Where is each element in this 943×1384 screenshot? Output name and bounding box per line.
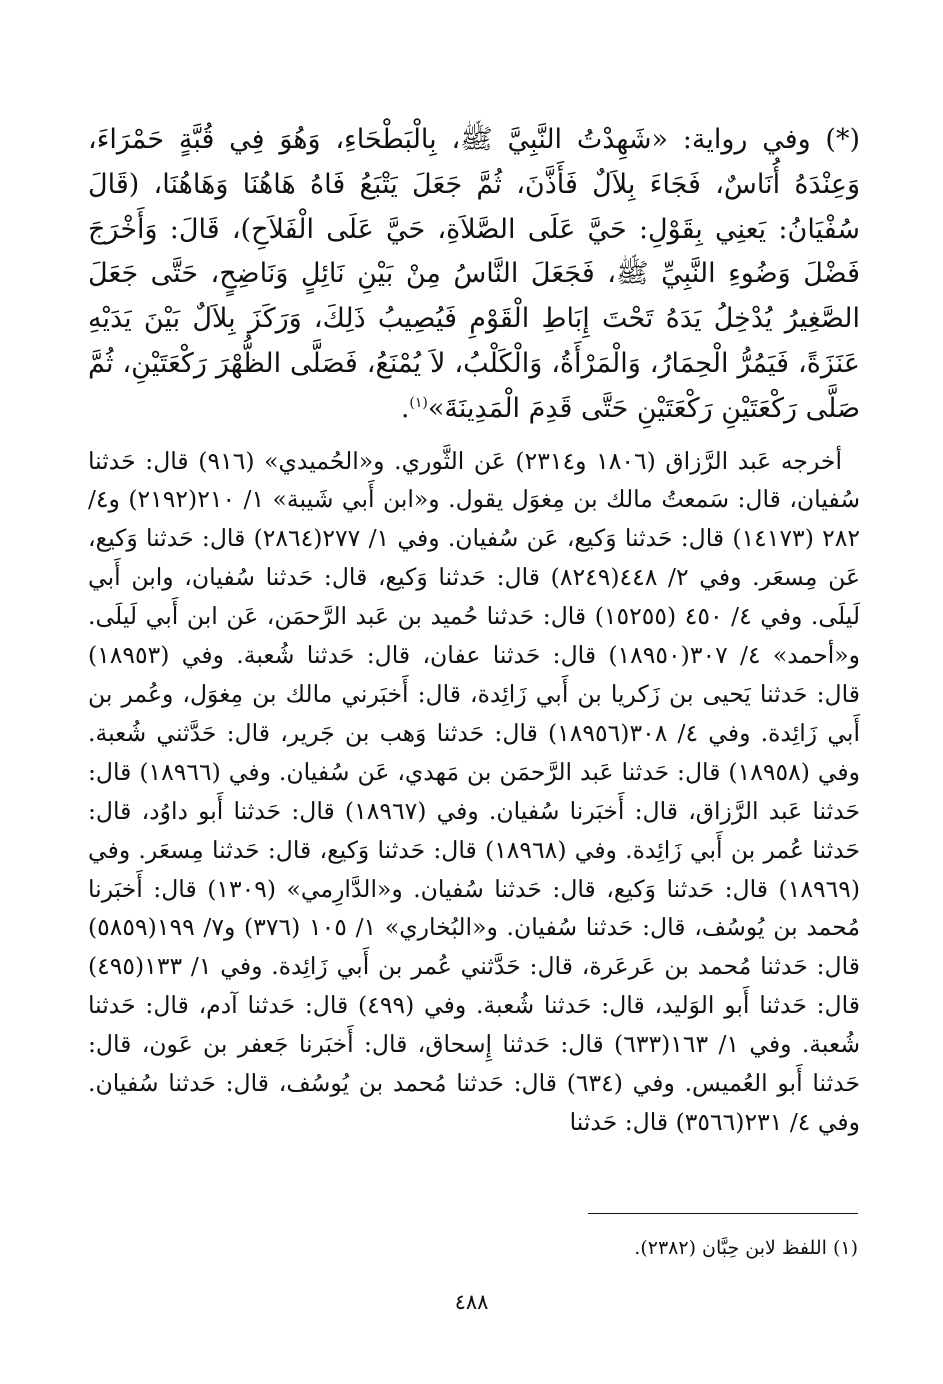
page-number: ٤٨٨ (454, 1290, 489, 1314)
hadith-text: (*) وفي رواية: «شَهِدْتُ النَّبِيَّ ﷺ، بِالْبَطْحَاءِ، وَهُوَ فِي قُبَّةٍ حَمْرَاءَ، وَعِنْدَهُ أُنَاسٌ، فَجَاءَ بِلاَلٌ فَأَذَّنَ، ثُمَّ جَعَلَ يَتْبَعُ فَاهُ هَاهُنَا وَهَاهُنَا، (قَالَ سُفْيَانُ: يَعنِي بِقَوْلِ: حَيَّ عَلَى الصَّلاَةِ، حَيَّ عَلَى الْفَلاَحِ)، قَالَ: وَأَخْرَجَ فَضْلَ وَضُوءِ النَّبِيِّ ﷺ، فَجَعَلَ النَّاسُ مِنْ بَيْنِ نَائِلٍ وَنَاضِحٍ، حَتَّى جَعَلَ الصَّغِيرُ يُدْخِلُ يَدَهُ تَحْتَ إِبَاطِ الْقَوْمِ فَيُصِيبُ ذَلِكَ، وَرَكَزَ بِلاَلٌ بَيْنَ يَدَيْهِ عَنَزَةً، فَيَمُرُّ الْحِمَارُ، وَالْمَرْأَةُ، وَالْكَلْبُ، لاَ يُمْنَعُ، فَصَلَّى الظُّهْرَ رَكْعَتَيْنِ، ثُمَّ صَلَّى رَكْعَتَيْنِ رَكْعَتَيْنِ حَتَّى قَدِمَ الْمَدِينَةَ» (88, 124, 860, 424)
main-text (88, 118, 860, 1142)
footnote: (١) اللفظ لابن حِبَّان (٢٣٨٢). (634, 1237, 858, 1259)
footnote-marker: (١) (409, 394, 428, 411)
hadith-paragraph (88, 118, 860, 432)
takhrij-paragraph: أخرجه عَبد الرَّزاق (١٨٠٦ و٢٣١٤) عَن الثَّوري. و«الحُميدي» (٩١٦) قال: حَدثنا سُفيان، قال: سَمعتُ مالك بن مِغوَل يقول. و«ابن أَبي شَيبة» ١/ ٢١٠(٢١٩٢) و٤/ ٢٨٢ (١٤١٧٣) قال: حَدثنا وَكيع، عَن سُفيان. وفي ١/ ٢٧٧(٢٨٦٤) قال: حَدثنا وَكيع، عَن مِسعَر. وفي ٢/ ٤٤٨(٨٢٤٩) قال: حَدثنا وَكيع، قال: حَدثنا سُفيان، وابن أَبي لَيلَى. وفي ٤/ ٤٥٠ (١٥٢٥٥) قال: حَدثنا حُميد بن عَبد الرَّحمَن، عَن ابن أَبي لَيلَى. و«أحمد» ٤/ ٣٠٧(١٨٩٥٠) قال: حَدثنا عفان، قال: حَدثنا شُعبة. وفي (١٨٩٥٣) قال: حَدثنا يَحيى بن زَكريا بن أَبي زَائِدة، قال: أَخبَرني مالك بن مِغوَل، وعُمر بن أَبي زَائِدة. وفي ٤/ ٣٠٨(١٨٩٥٦) قال: حَدثنا وَهب بن جَرير، قال: حَدَّثني شُعبة. وفي (١٨٩٥٨) قال: حَدثنا عَبد الرَّحمَن بن مَهدي، عَن سُفيان. وفي (١٨٩٦٦) قال: حَدثنا عَبد الرَّزاق، قال: أَخبَرنا سُفيان. وفي (١٨٩٦٧) قال: حَدثنا أَبو داوُد، قال: حَدثنا عُمر بن أَبي زَائِدة. وفي (١٨٩٦٨) قال: حَدثنا وَكيع، قال: حَدثنا مِسعَر. وفي (١٨٩٦٩) قال: حَدثنا وَكيع، قال: حَدثنا سُفيان. و«الدَّارِمي» (١٣٠٩) قال: أَخبَرنا مُحمد بن يُوسُف، قال: حَدثنا سُفيان. و«البُخاري» ١/ ١٠٥ (٣٧٦) و٧/ ١٩٩(٥٨٥٩) قال: حَدثنا مُحمد بن عَرعَرة، قال: حَدَّثني عُمر بن أَبي زَائِدة. وفي ١/ ١٣٣(٤٩٥) قال: حَدثنا أَبو الوَليد، قال: حَدثنا شُعبة. وفي (٤٩٩) قال: حَدثنا آدم، قال: حَدثنا شُعبة. وفي ١/ ١٦٣(٦٣٣) قال: حَدثنا إِسحاق، قال: أَخبَرنا جَعفر بن عَون، قال: حَدثنا أَبو العُميس. وفي (٦٣٤) قال: حَدثنا مُحمد بن يُوسُف، قال: حَدثنا سُفيان. وفي ٤/ ٢٣١(٣٥٦٦) قال: حَدثنا (88, 446, 861, 1136)
hadith-end-punct: . (400, 392, 410, 424)
footnote-separator (588, 1213, 858, 1214)
